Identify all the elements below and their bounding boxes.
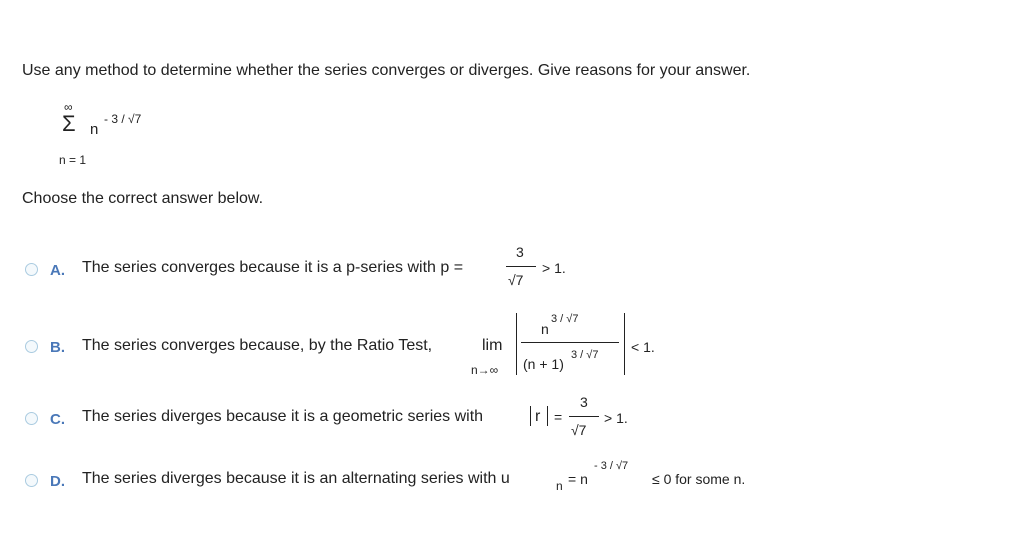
series-upper-limit: ∞	[64, 100, 73, 114]
option-c-text: The series diverges because it is a geometric series with	[82, 408, 484, 425]
option-b-num-base: n	[541, 321, 549, 337]
option-d-letter: D.	[50, 473, 65, 490]
option-c-frac-num: 3	[580, 394, 588, 410]
option-c-eq: =	[554, 409, 563, 425]
option-c-abs-left	[530, 406, 531, 426]
option-c-abs-right	[547, 406, 548, 426]
option-d-exp: - 3 / √7	[594, 460, 629, 472]
option-b-num-exp: 3 / √7	[551, 313, 579, 325]
option-b-abs-right	[624, 313, 625, 375]
sigma-symbol: Σ	[62, 111, 76, 136]
question-text: Use any method to determine whether the series converges or diverges. Give reasons for your answer.	[22, 62, 751, 79]
series-lower-limit: n = 1	[59, 153, 87, 167]
option-b-den-base: (n + 1)	[523, 356, 564, 372]
series-term-base: n	[90, 121, 99, 138]
option-a-frac-line	[506, 266, 536, 267]
option-d-eq: = n	[568, 471, 588, 487]
option-a-radio[interactable]	[25, 263, 38, 276]
option-b-letter: B.	[50, 339, 65, 356]
option-a-suffix: > 1.	[542, 260, 566, 276]
option-c-frac-line	[569, 416, 599, 417]
option-d-suffix: ≤ 0 for some n.	[652, 471, 746, 487]
option-d-radio[interactable]	[25, 474, 38, 487]
option-b-den-exp: 3 / √7	[571, 349, 599, 361]
option-b-lim: lim	[482, 337, 503, 354]
option-b-abs-left	[516, 313, 517, 375]
option-b-radio[interactable]	[25, 340, 38, 353]
option-b-text: The series converges because, by the Ratio Test,	[82, 337, 433, 354]
option-a-text: The series converges because it is a p-series with p =	[82, 259, 464, 276]
choose-prompt: Choose the correct answer below.	[22, 190, 264, 207]
option-a-frac-den: √7	[508, 272, 524, 288]
option-c-suffix: > 1.	[604, 410, 628, 426]
option-a-frac-num: 3	[516, 244, 524, 260]
option-d-text: The series diverges because it is an alternating series with u	[82, 470, 510, 487]
series-term-exponent: - 3 / √7	[104, 112, 142, 126]
option-d-subscript: n	[556, 479, 563, 493]
option-c-frac-den: √7	[571, 422, 587, 438]
option-b-frac-line	[521, 342, 619, 343]
option-c-letter: C.	[50, 411, 65, 428]
option-c-radio[interactable]	[25, 412, 38, 425]
option-b-lim-sub: n→∞	[471, 363, 499, 377]
option-a-letter: A.	[50, 262, 65, 279]
option-c-abs-r: r	[535, 408, 541, 425]
option-b-suffix: < 1.	[631, 339, 655, 355]
